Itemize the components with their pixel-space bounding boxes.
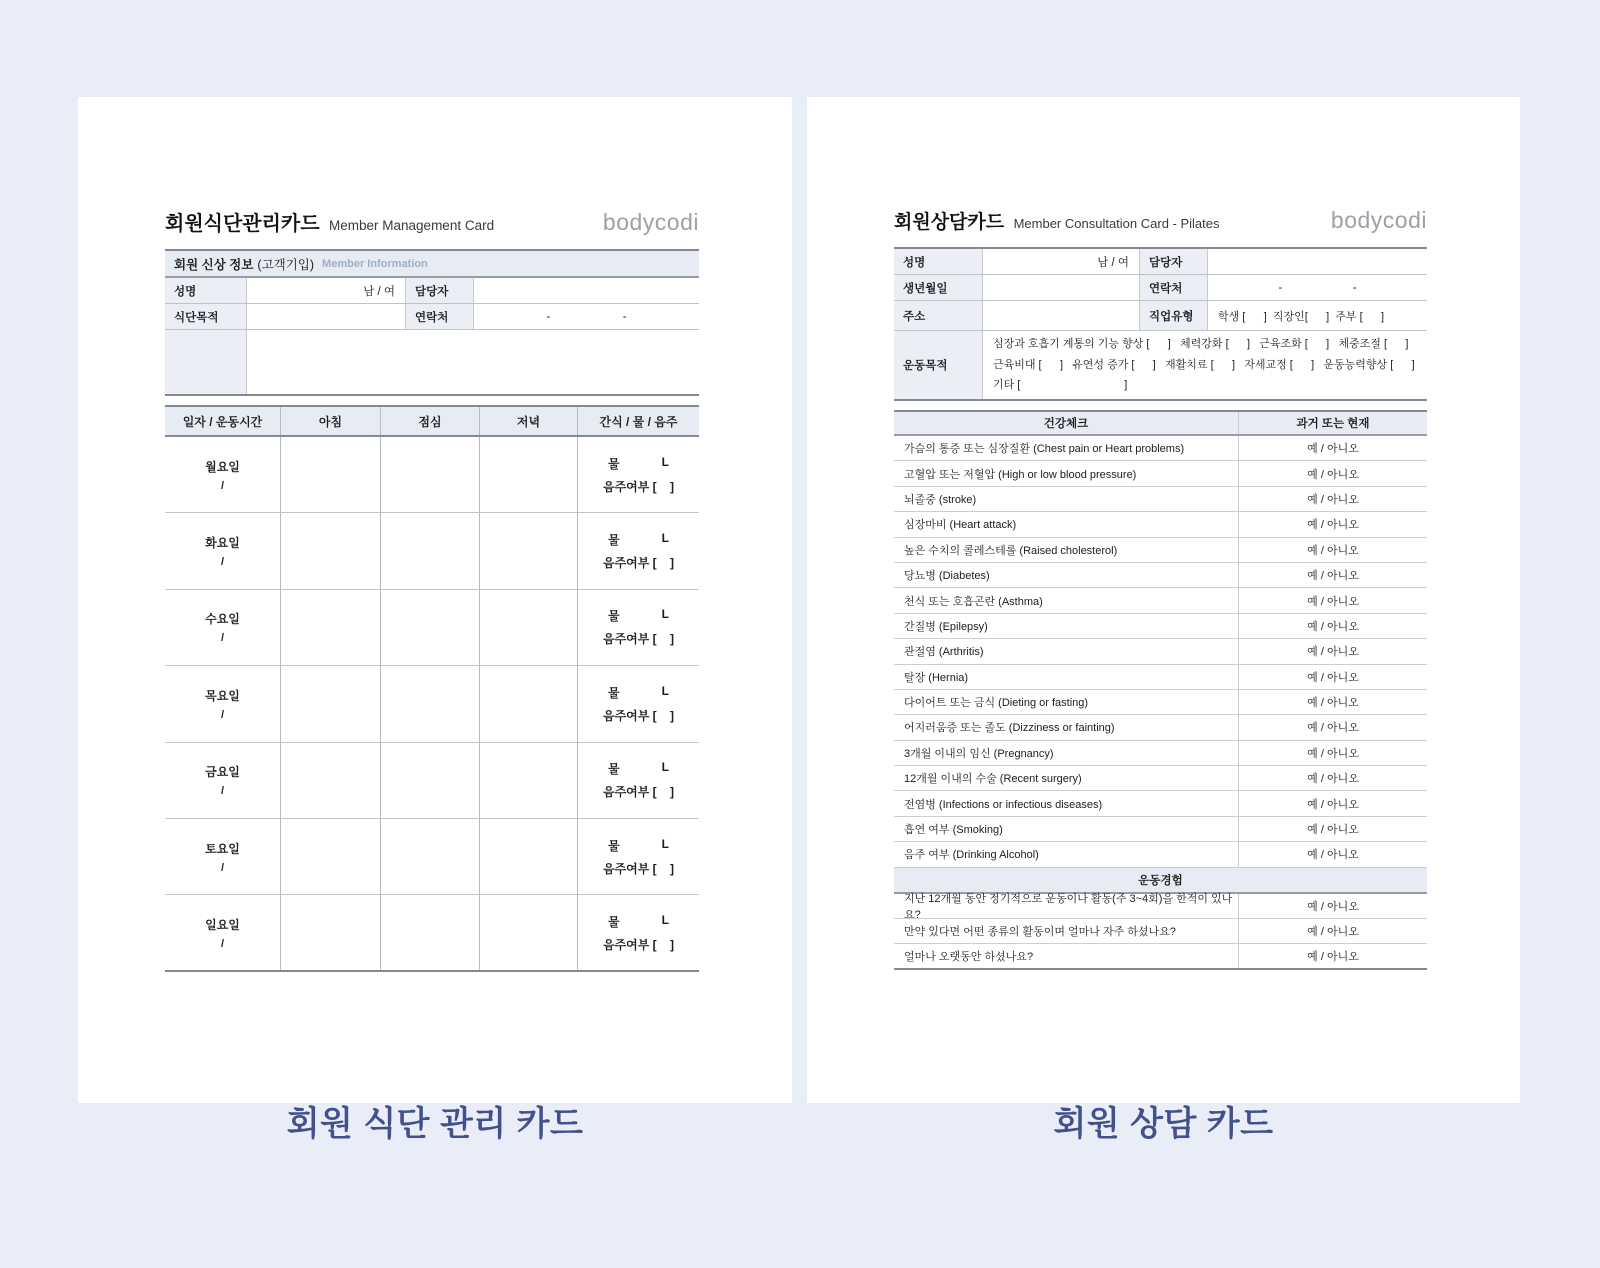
health-row: 관절염 (Arthritis) 예 / 아니오 — [894, 639, 1427, 664]
water-label: 물 — [608, 914, 620, 929]
manager-field — [1208, 249, 1427, 274]
slash: / — [220, 937, 225, 950]
meal-row-sunday — [165, 895, 699, 971]
yes-no: 예 / 아니오 — [1307, 747, 1359, 760]
health-row: 높은 수치의 콜레스테롤 (Raised cholesterol) 예 / 아니오 — [894, 538, 1427, 563]
meal-card-preview[interactable] — [78, 97, 792, 1103]
day-label: 월요일 — [205, 459, 240, 474]
lunch-cell — [380, 666, 479, 741]
notes-field — [247, 330, 699, 394]
water-unit: L — [661, 836, 669, 851]
title-korean: 회원식단관리카드 — [165, 213, 320, 235]
health-row: 당뇨병 (Diabetes) 예 / 아니오 — [894, 563, 1427, 588]
address-field — [983, 301, 1140, 330]
lunch-cell — [380, 895, 479, 969]
health-row: 3개월 이내의 임신 (Pregnancy) 예 / 아니오 — [894, 741, 1427, 766]
goal-line-3: 기타 [ ] — [993, 379, 1128, 392]
water-unit: L — [661, 531, 669, 546]
title-english: Member Consultation Card - Pilates — [1013, 216, 1220, 231]
dinner-cell — [479, 819, 577, 894]
day-label: 수요일 — [205, 612, 240, 627]
meal-card-header — [165, 207, 699, 236]
name-label: 성명 — [165, 278, 247, 303]
bodycodi-logo: bodycodi — [602, 209, 699, 235]
dash: - — [1278, 281, 1283, 294]
section-paren: (고객기입) — [257, 257, 315, 272]
slash: / — [220, 785, 225, 798]
yes-no: 예 / 아니오 — [1307, 468, 1359, 481]
birthdate-label: 생년월일 — [894, 275, 983, 300]
water-unit: L — [661, 912, 669, 927]
water-label: 물 — [608, 456, 620, 471]
slash: / — [220, 861, 225, 874]
contact-field — [474, 304, 699, 329]
past-or-present-title: 과거 또는 현재 — [1296, 418, 1370, 430]
consultation-card-caption: 회원 상담 카드 — [1053, 1105, 1274, 1143]
yes-no: 예 / 아니오 — [1307, 595, 1359, 608]
lunch-cell — [380, 513, 479, 588]
col-breakfast: 아침 — [280, 407, 380, 435]
gender-field: 남 / 여 — [247, 278, 406, 303]
manager-label: 담당자 — [1140, 249, 1208, 274]
breakfast-cell — [280, 666, 380, 741]
alcohol-check: 음주여부 [ ] — [602, 632, 675, 647]
contact-field — [1208, 275, 1427, 300]
yes-no: 예 / 아니오 — [1307, 519, 1359, 532]
contact-label: 연락처 — [1140, 275, 1208, 300]
contact-label: 연락처 — [406, 304, 474, 329]
yes-no: 예 / 아니오 — [1307, 849, 1359, 862]
health-row: 12개월 이내의 수술 (Recent surgery) 예 / 아니오 — [894, 766, 1427, 791]
manager-field — [474, 278, 699, 303]
diet-purpose-field — [247, 304, 406, 329]
meal-table-header — [165, 405, 699, 437]
slash: / — [220, 708, 225, 721]
goal-line-1: 심장과 호흡기 계통의 기능 향상 [ ] 체력강화 [ ] 근육조화 [ ] 체중조절 [ ] — [993, 338, 1409, 351]
breakfast-cell — [280, 513, 380, 588]
lunch-cell — [380, 437, 479, 512]
water-label: 물 — [608, 685, 620, 700]
health-row: 간질병 (Epilepsy) 예 / 아니오 — [894, 614, 1427, 639]
alcohol-check: 음주여부 [ ] — [602, 937, 675, 952]
yes-no: 예 / 아니오 — [1307, 620, 1359, 633]
yes-no: 예 / 아니오 — [1307, 798, 1359, 811]
slash: / — [220, 556, 225, 569]
day-label: 금요일 — [205, 765, 240, 780]
alcohol-check: 음주여부 [ ] — [602, 785, 675, 800]
breakfast-cell — [280, 819, 380, 894]
gender-field: 남 / 여 — [983, 249, 1140, 274]
diet-purpose-label: 식단목적 — [165, 304, 247, 329]
dash: - — [546, 310, 551, 323]
health-row: 다이어트 또는 금식 (Dieting or fasting) 예 / 아니오 — [894, 690, 1427, 715]
section-title: 회원 신상 정보 — [174, 257, 254, 272]
water-unit: L — [661, 683, 669, 698]
meal-row-friday — [165, 743, 699, 819]
health-row: 가슴의 통증 또는 심장질환 (Chest pain or Heart problems) 예 / 아니오 — [894, 436, 1427, 461]
alcohol-check: 음주여부 [ ] — [602, 479, 675, 494]
occupation-options: 학생 [ ] 직장인[ ] 주부 [ ] — [1218, 310, 1385, 323]
health-check-title: 건강체크 — [894, 412, 1239, 434]
slash: / — [220, 479, 225, 492]
alcohol-check: 음주여부 [ ] — [602, 861, 675, 876]
health-check-header — [894, 410, 1427, 436]
exercise-row: 지난 12개월 동안 정기적으로 운동이나 활동(주 3~4회)을 한적이 있나요? 예 / 아니오 — [894, 894, 1427, 919]
yes-no: 예 / 아니오 — [1307, 773, 1359, 786]
exercise-goal-label: 운동목적 — [894, 331, 983, 399]
dinner-cell — [479, 743, 577, 818]
dinner-cell — [479, 895, 577, 969]
meal-row-saturday — [165, 819, 699, 895]
breakfast-cell — [280, 743, 380, 818]
health-row: 뇌졸중 (stroke) 예 / 아니오 — [894, 487, 1427, 512]
day-label: 목요일 — [205, 688, 240, 703]
water-unit: L — [661, 760, 669, 775]
title-korean: 회원상담카드 — [894, 212, 1005, 233]
breakfast-cell — [280, 590, 380, 665]
water-label: 물 — [608, 609, 620, 624]
dash: - — [622, 310, 627, 323]
yes-no: 예 / 아니오 — [1307, 900, 1359, 913]
yes-no: 예 / 아니오 — [1307, 544, 1359, 557]
meal-row-wednesday — [165, 590, 699, 666]
name-label: 성명 — [894, 249, 983, 274]
consultation-card-header — [894, 207, 1427, 234]
yes-no: 예 / 아니오 — [1307, 443, 1359, 456]
consult-info-table — [894, 247, 1427, 401]
dinner-cell — [479, 437, 577, 512]
meal-card-caption: 회원 식단 관리 카드 — [286, 1105, 584, 1143]
col-date-exercise: 일자 / 운동시간 — [182, 414, 263, 429]
notes-label-cell — [165, 330, 247, 394]
health-check-table — [894, 410, 1427, 970]
yes-no: 예 / 아니오 — [1307, 646, 1359, 659]
exercise-history-title: 운동경험 — [1138, 874, 1183, 887]
water-unit: L — [661, 454, 669, 469]
health-row: 천식 또는 호흡곤란 (Asthma) 예 / 아니오 — [894, 588, 1427, 613]
exercise-goal-options — [983, 331, 1427, 399]
yes-no: 예 / 아니오 — [1307, 951, 1359, 964]
health-row: 음주 여부 (Drinking Alcohol) 예 / 아니오 — [894, 842, 1427, 867]
water-label: 물 — [608, 533, 620, 548]
water-label: 물 — [608, 838, 620, 853]
health-row: 고혈압 또는 저혈압 (High or low blood pressure) 예 / 아니오 — [894, 461, 1427, 486]
lunch-cell — [380, 743, 479, 818]
alcohol-check: 음주여부 [ ] — [602, 708, 675, 723]
birthdate-field — [983, 275, 1140, 300]
dinner-cell — [479, 513, 577, 588]
slash: / — [220, 632, 225, 645]
exercise-row: 만약 있다면 어떤 종류의 활동이며 얼마나 자주 하셨나요? 예 / 아니오 — [894, 919, 1427, 944]
manager-label: 담당자 — [406, 278, 474, 303]
health-row: 심장마비 (Heart attack) 예 / 아니오 — [894, 512, 1427, 537]
col-lunch: 점심 — [380, 407, 479, 435]
col-snack-water-alcohol: 간식 / 물 / 음주 — [577, 407, 699, 435]
goal-line-2: 근육비대 [ ] 유연성 증가 [ ] 재활치료 [ ] 자세교정 [ ] 운동능력향상 [ ] — [993, 358, 1415, 371]
day-label: 토요일 — [205, 841, 240, 856]
alcohol-check: 음주여부 [ ] — [602, 556, 675, 571]
day-label: 일요일 — [205, 917, 240, 932]
title-english: Member Management Card — [329, 218, 495, 233]
yes-no: 예 / 아니오 — [1307, 493, 1359, 506]
bodycodi-logo: bodycodi — [1330, 207, 1427, 233]
yes-no: 예 / 아니오 — [1307, 671, 1359, 684]
breakfast-cell — [280, 437, 380, 512]
day-label: 화요일 — [205, 536, 240, 551]
weekly-meal-table — [165, 405, 699, 972]
yes-no: 예 / 아니오 — [1307, 926, 1359, 939]
breakfast-cell — [280, 895, 380, 969]
dinner-cell — [479, 590, 577, 665]
health-row: 탈장 (Hernia) 예 / 아니오 — [894, 665, 1427, 690]
health-row: 흡연 여부 (Smoking) 예 / 아니오 — [894, 817, 1427, 842]
water-label: 물 — [608, 762, 620, 777]
member-info-section-header — [165, 249, 699, 278]
lunch-cell — [380, 590, 479, 665]
water-unit: L — [661, 607, 669, 622]
meal-row-monday — [165, 437, 699, 513]
exercise-row: 얼마나 오랫동안 하셨나요? 예 / 아니오 — [894, 944, 1427, 969]
meal-row-tuesday — [165, 513, 699, 589]
yes-no: 예 / 아니오 — [1307, 722, 1359, 735]
address-label: 주소 — [894, 301, 983, 330]
consultation-card-preview[interactable] — [807, 97, 1520, 1103]
occupation-label: 직업유형 — [1140, 301, 1208, 330]
health-row: 어지러움증 또는 졸도 (Dizziness or fainting) 예 / 아니오 — [894, 715, 1427, 740]
member-info-table — [165, 278, 699, 396]
dinner-cell — [479, 666, 577, 741]
meal-row-thursday — [165, 666, 699, 742]
meal-card-title — [165, 207, 494, 236]
yes-no: 예 / 아니오 — [1307, 824, 1359, 837]
section-title-en: Member Information — [322, 257, 428, 270]
yes-no: 예 / 아니오 — [1307, 697, 1359, 710]
consultation-card-title — [894, 207, 1220, 234]
health-row: 전염병 (Infections or infectious diseases) 예 / 아니오 — [894, 791, 1427, 816]
col-dinner: 저녁 — [479, 407, 577, 435]
yes-no: 예 / 아니오 — [1307, 570, 1359, 583]
lunch-cell — [380, 819, 479, 894]
dash: - — [1352, 281, 1357, 294]
